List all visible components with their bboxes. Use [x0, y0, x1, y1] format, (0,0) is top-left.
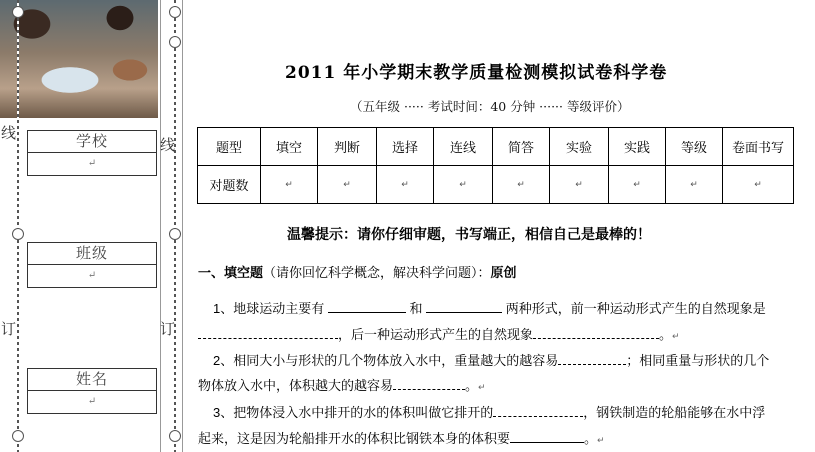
table-cell: 实验 [550, 128, 609, 166]
answer-blank[interactable] [328, 299, 406, 313]
score-table-count-row [198, 166, 794, 204]
binding-char-line-right: 线 [160, 136, 176, 154]
table-cell: 选择 [377, 128, 434, 166]
answer-blank[interactable] [493, 403, 583, 417]
binding-char-line: 线 [1, 124, 17, 142]
binding-hole-icon [169, 228, 181, 240]
score-input-cell[interactable]: ↵ [434, 166, 493, 204]
question-3-line-1: 3、把物体浸入水中排开的水的体积叫做它排开的 ，钢铁制造的轮船能够在水中浮 [213, 405, 766, 420]
column-guide-2 [182, 0, 183, 452]
table-cell: 简答 [493, 128, 550, 166]
binding-hole-icon [12, 228, 24, 240]
school-box [27, 130, 157, 178]
answer-blank[interactable] [393, 376, 465, 390]
answer-blank[interactable] [533, 325, 659, 339]
exam-info: （五年级 ····· 考试时间：40 分钟 ······ 等级评价） [350, 99, 630, 114]
binding-dash-line-right [174, 0, 176, 452]
score-input-cell[interactable]: ↵ [318, 166, 377, 204]
school-label: 学校 [27, 130, 157, 152]
table-cell: 题型 [198, 128, 261, 166]
question-3-line-2: 起来，这是因为轮船排开水的体积比钢铁本身的体积要 。↵ [198, 431, 605, 446]
section-note: （请你回忆科学概念，解决科学问题）： [263, 265, 491, 280]
column-guide [160, 0, 161, 452]
binding-char-staple-right: 订 [160, 320, 176, 338]
score-table [197, 127, 794, 204]
question-2-line-1: 2、相同大小与形状的几个物体放入水中，重量越大的越容易 ；相同重量与形状的几个 [213, 353, 770, 368]
table-cell: 对题数 [198, 166, 261, 204]
classroom-photo [0, 0, 158, 118]
class-field[interactable]: ↵ [27, 264, 157, 288]
name-field[interactable]: ↵ [27, 390, 157, 414]
score-input-cell[interactable]: ↵ [493, 166, 550, 204]
section-title: 一、填空题 [198, 265, 264, 280]
answer-blank[interactable] [198, 325, 338, 339]
tip-text: 温馨提示：请你仔细审题，书写端正，相信自己是最棒的！ [287, 227, 651, 243]
score-input-cell[interactable]: ↵ [261, 166, 318, 204]
section-heading [198, 262, 517, 281]
section-tag: 原创 [490, 265, 517, 280]
binding-char-staple: 订 [1, 320, 17, 338]
name-label: 姓名 [27, 368, 157, 390]
class-box [27, 242, 157, 290]
score-input-cell[interactable]: ↵ [666, 166, 723, 204]
table-cell: 连线 [434, 128, 493, 166]
school-field[interactable]: ↵ [27, 152, 157, 176]
table-cell: 填空 [261, 128, 318, 166]
table-cell: 等级 [666, 128, 723, 166]
score-input-cell[interactable]: ↵ [377, 166, 434, 204]
table-cell: 实践 [609, 128, 666, 166]
binding-hole-icon [169, 430, 181, 442]
binding-hole-icon [169, 6, 181, 18]
score-table-header-row [198, 128, 794, 166]
binding-dash-line [17, 0, 19, 452]
score-input-cell[interactable]: ↵ [609, 166, 666, 204]
table-cell: 卷面书写 [723, 128, 794, 166]
answer-blank[interactable] [558, 351, 626, 365]
score-input-cell[interactable]: ↵ [723, 166, 794, 204]
name-box [27, 368, 157, 416]
question-1-line-1: 1、地球运动主要有 和 两种形式，前一种运动形式产生的自然现象是 [213, 301, 766, 316]
answer-blank[interactable] [510, 429, 584, 443]
binding-hole-icon [169, 36, 181, 48]
score-input-cell[interactable]: ↵ [550, 166, 609, 204]
question-2-line-2: 物体放入水中，体积越大的越容易 。↵ [198, 378, 486, 393]
page-title: 2011 年小学期末教学质量检测模拟试卷科学卷 [285, 63, 668, 83]
question-1-line-2: ，后一种运动形式产生的自然现象 。↵ [198, 324, 680, 343]
binding-hole-icon [12, 6, 24, 18]
binding-hole-icon [12, 430, 24, 442]
answer-blank[interactable] [426, 299, 502, 313]
table-cell: 判断 [318, 128, 377, 166]
class-label: 班级 [27, 242, 157, 264]
